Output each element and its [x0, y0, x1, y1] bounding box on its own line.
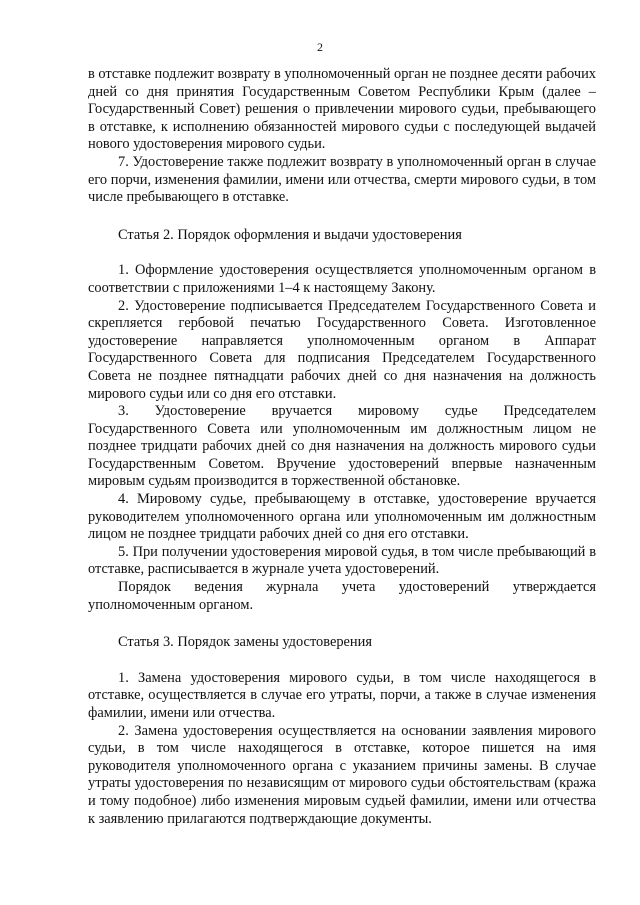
article-3-item-2: 2. Замена удостоверения осуществляется на основании заявления мирового судьи, в том числе находящегося в отставке, которое пишется на имя руководителя уполномоченного органа с указанием причины замены. В случае утраты удостоверения по независящим от мирового судьи обстоятельствам (кража и тому подобное) либо изменения мировым судьей фамилии, имени или отчества к заявлению прилагаются подтверждающие документы.: [88, 722, 596, 827]
article-2-heading: Статья 2. Порядок оформления и выдачи удостоверения: [118, 226, 462, 243]
article-2-item-4: 4. Мировому судье, пребывающему в отставке, удостоверение вручается руководителем уполномоченного органа или уполномоченным им должностным лицом не позднее тридцати рабочих дней со дня его отставки.: [88, 491, 596, 543]
article-3-heading: Статья 3. Порядок замены удостоверения: [118, 634, 372, 651]
page-number: 2: [317, 40, 323, 54]
article-3-item-1: 1. Замена удостоверения мирового судьи, в том числе находящегося в отставке, осуществляется в случае его утраты, порчи, а также в случае изменения фамилии, имени или отчества.: [88, 669, 596, 721]
article-2-item-5: 5. При получении удостоверения мировой судья, в том числе пребывающий в отставке, расписывается в журнале учета удостоверений.: [88, 543, 596, 578]
paragraph: 7. Удостоверение также подлежит возврату в уполномоченный орган в случае его порчи, изменения фамилии, имени или отчества, смерти мирового судьи, в том числе пребывающего в отставке.: [88, 153, 596, 206]
document-body: [88, 66, 596, 828]
article-2-item-3: 3. Удостоверение вручается мировому судье Председателем Государственного Совета или уполномоченным им должностным лицом не позднее тридцати рабочих дней со дня назначения на должность мирового судьи Государственным Советом. Вручение удостоверений впервые назначенным мировым судьям производится в торжественной обстановке.: [88, 403, 596, 490]
article-2-item-2: 2. Удостоверение подписывается Председателем Государственного Совета и скрепляется гербовой печатью Государственного Совета. Изготовленное удостоверение направляется уполномоченным органом в Аппарат Государственного Совета для подписания Председателем Государственного Совета не позднее пятнадцати рабочих дней со дня назначения на должность мирового судьи или со дня его отставки.: [88, 297, 596, 402]
article-2-journal-order: Порядок ведения журнала учета удостоверений утверждается уполномоченным органом.: [88, 579, 596, 613]
paragraph: в отставке подлежит возврату в уполномоченный орган не позднее десяти рабочих дней со дня принятия Государственным Советом Республики Крым (далее – Государственный Совет) решения о привлечении мирового судьи, пребывающего в отставке, к исполнению обязанностей мирового судьи с последующей выдачей нового удостоверения мирового судьи.: [88, 66, 596, 153]
article-2-item-1: 1. Оформление удостоверения осуществляется уполномоченным органом в соответствии с приложениями 1–4 к настоящему Закону.: [88, 262, 596, 296]
